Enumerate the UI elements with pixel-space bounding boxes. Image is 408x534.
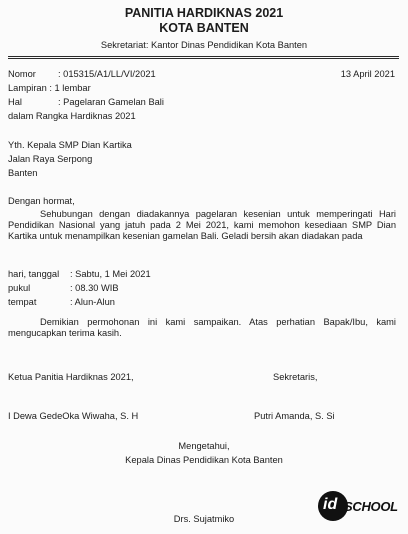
chairman-title: Ketua Panitia Hardiknas 2021, [8,372,134,382]
secretary-name: Putri Amanda, S. Si [254,411,335,421]
logo-id-text: id [323,496,338,513]
recipient-line2: Jalan Raya Serpong [8,154,93,164]
idschool-watermark-logo [318,491,398,521]
nomor-value: : 015315/A1/LL/VI/2021 [58,69,156,79]
closing-paragraph-text: Demikian permohonan ini kami sampaikan. Atas perhatian Bapak/Ibu, kami mengucapkan terima kasih. [8,317,396,339]
hal-label: Hal [8,97,22,107]
recipient-line1: Yth. Kepala SMP Dian Kartika [8,140,132,150]
chairman-name: I Dewa GedeOka Wiwaha, S. H [8,411,139,421]
header-divider-second [8,58,399,59]
pukul-label: pukul [8,283,31,293]
hari-label: hari, tanggal [8,269,60,279]
letter-title-line2: KOTA BANTEN [159,21,249,35]
greeting: Dengan hormat, [8,196,75,206]
approval-name: Drs. Sujatmiko [173,514,235,524]
letter-date: 13 April 2021 [340,69,395,79]
tempat-value: : Alun-Alun [70,297,115,307]
body-paragraph-1 [8,209,396,243]
hari-value: : Sabtu, 1 Mei 2021 [70,269,151,279]
approval-label: Mengetahui, [178,441,230,451]
hal-value-continued: dalam Rangka Hardiknas 2021 [8,111,136,121]
nomor-label: Nomor [8,69,36,79]
logo-school-text: SCHOOL [344,499,398,514]
tempat-label: tempat [8,297,37,307]
header-divider [8,56,399,57]
secretary-title: Sekretaris, [273,372,318,382]
lampiran-line: Lampiran : 1 lembar [8,83,91,93]
hal-value: : Pagelaran Gamelan Bali [58,97,164,107]
pukul-value: : 08.30 WIB [70,283,119,293]
secretariat-address: Sekretariat: Kantor Dinas Pendidikan Kota Banten [100,40,308,50]
body-paragraph-1-text: Sehubungan dengan diadakannya pagelaran kesenian untuk memperingati Hari Pendidikan Nasional yang jatuh pada 2 Mei 2021, kami memohon kesediaan SMP Dian Kartika untuk menampilkan kesenian gamelan Bali. Geladi bersih akan diadakan pada [8,209,396,242]
closing-paragraph [8,317,396,339]
recipient-line3: Banten [8,168,38,178]
letter-title-line1: PANITIA HARDIKNAS 2021 [124,6,284,20]
approval-title: Kepala Dinas Pendidikan Kota Banten [125,455,283,465]
